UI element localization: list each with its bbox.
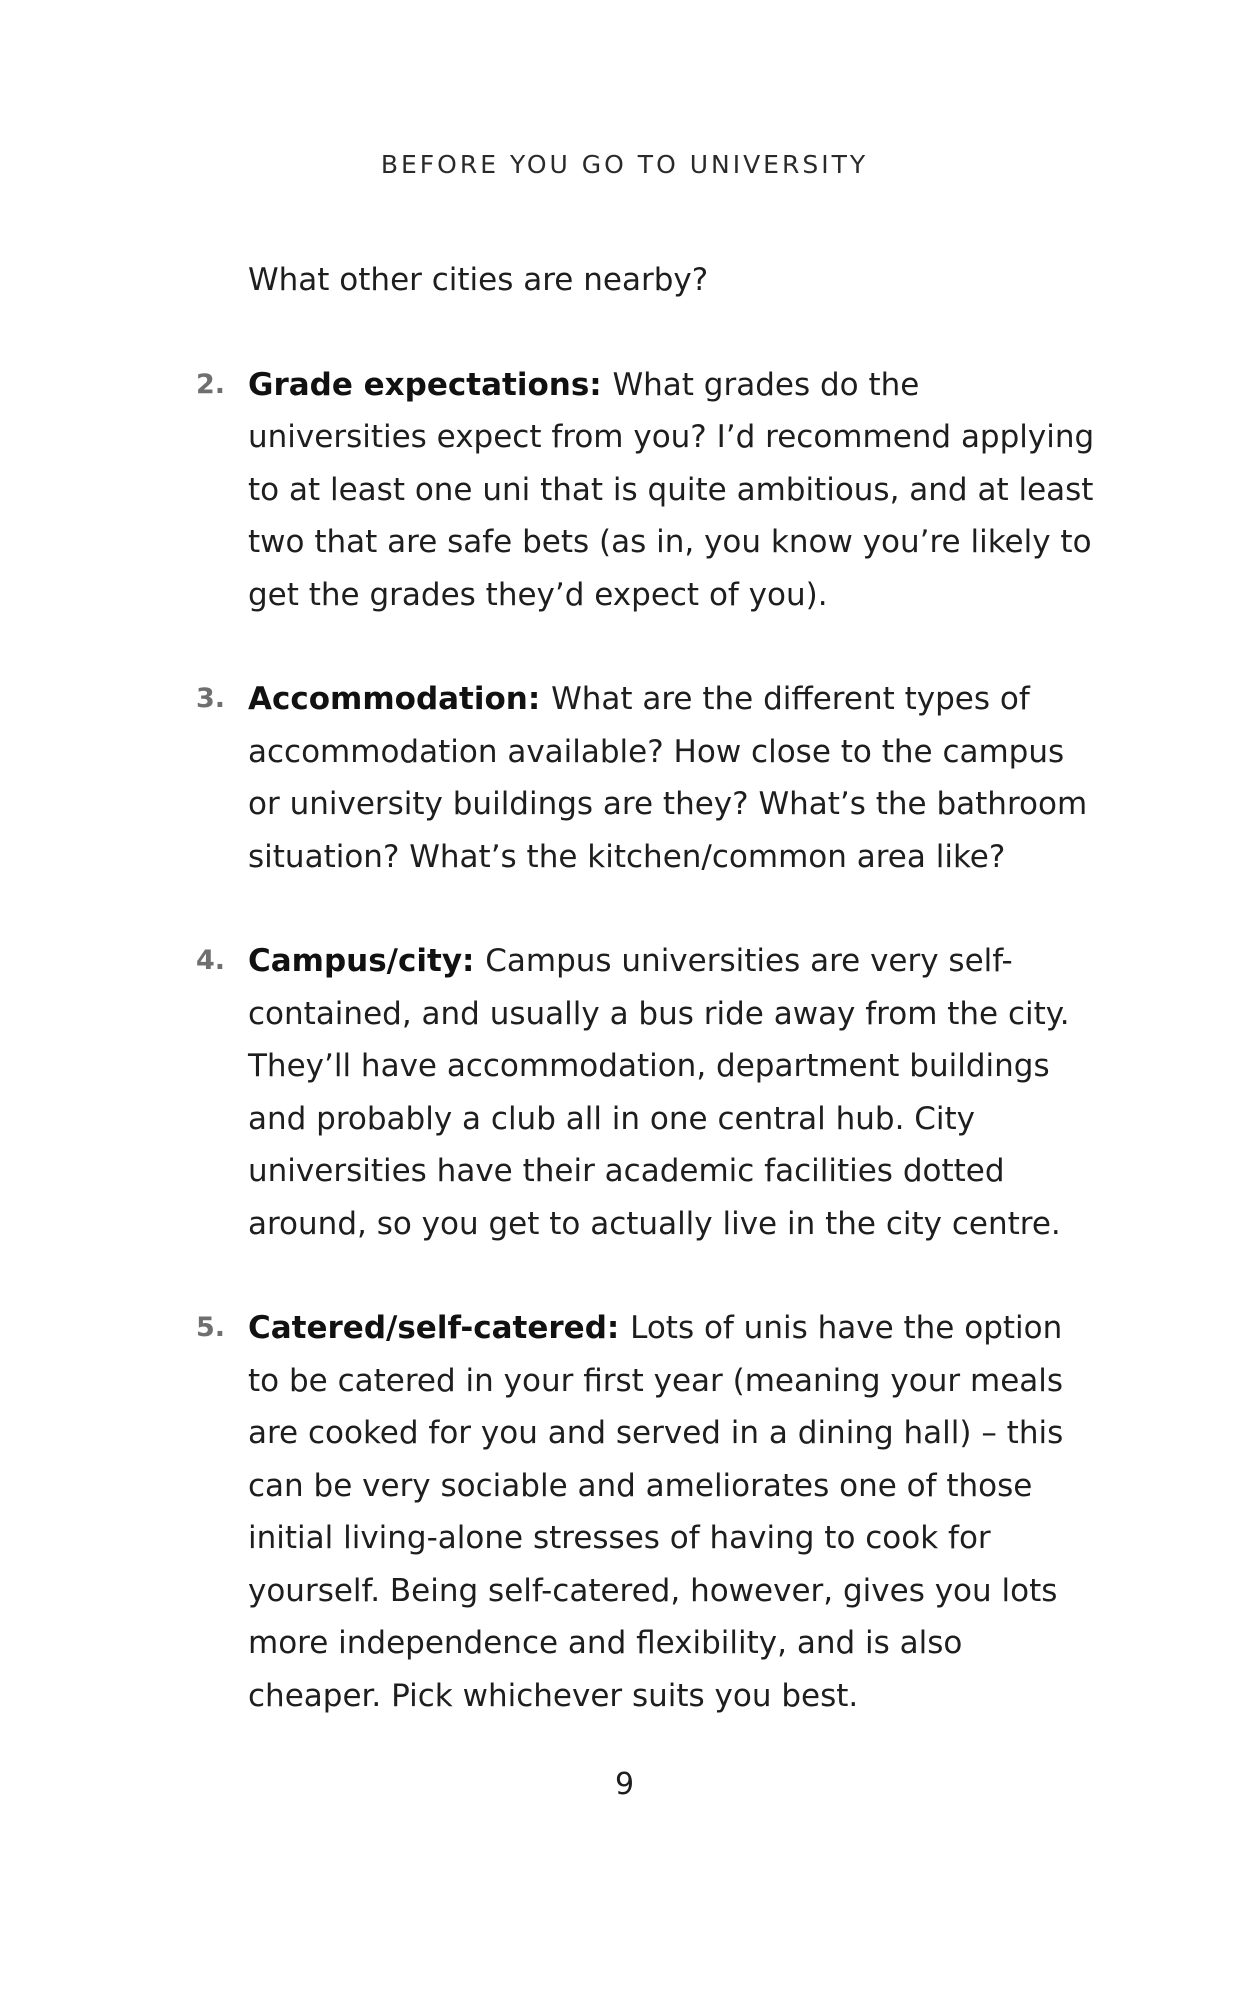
page-number: 9	[614, 1767, 635, 1802]
list-item-number: 4.	[196, 945, 226, 976]
list-item-term: Grade expectations:	[248, 366, 613, 403]
page-body	[196, 254, 1098, 1774]
list-item-number: 5.	[196, 1312, 226, 1343]
list-item-number: 2.	[196, 368, 226, 400]
lead-line: What other cities are nearby?	[248, 262, 709, 298]
list-item-text: Campus universities are very self-contained, and usually a bus ride away from the city. They’ll have accommodation, department buildings and probably a club all in one central hub. City universities have their academic facilities dotted around, so you get to actually live in the city centre.	[248, 943, 1070, 1242]
list-item-catered	[196, 1302, 1098, 1722]
list-item-text: Lots of unis have the option to be catered in your first year (meaning your meals are cooked for you and served in a dining hall) – this can be very sociable and ameliorates one of those initial living-alone stresses of having to cook for yourself. Being self-catered, however, gives you lots more independence and flexibility, and is also cheaper. Pick whichever suits you best.	[248, 1310, 1064, 1714]
list-item-text: What are the different types of accommodation available? How close to the campus or university buildings are they? What’s the bathroom situation? What’s the kitchen/common area like?	[248, 681, 1088, 875]
list-item-accommodation	[196, 673, 1098, 883]
list-item-term: Campus/city:	[248, 943, 486, 979]
list-item-grade-expectations	[196, 359, 1098, 622]
list-item-number: 3.	[196, 683, 226, 714]
list-item-text: What grades do the universities expect from you? I’d recommend applying to at least one uni that is quite ambitious, and at least two that are safe bets (as in, you know you’re likely to get the grades they’d expect of you).	[248, 366, 1095, 613]
list-item-term: Accommodation:	[248, 681, 552, 717]
running-header: BEFORE YOU GO TO UNIVERSITY	[380, 150, 869, 179]
list-item-term: Catered/self-catered:	[248, 1310, 631, 1346]
list-item-campus-city	[196, 935, 1098, 1250]
